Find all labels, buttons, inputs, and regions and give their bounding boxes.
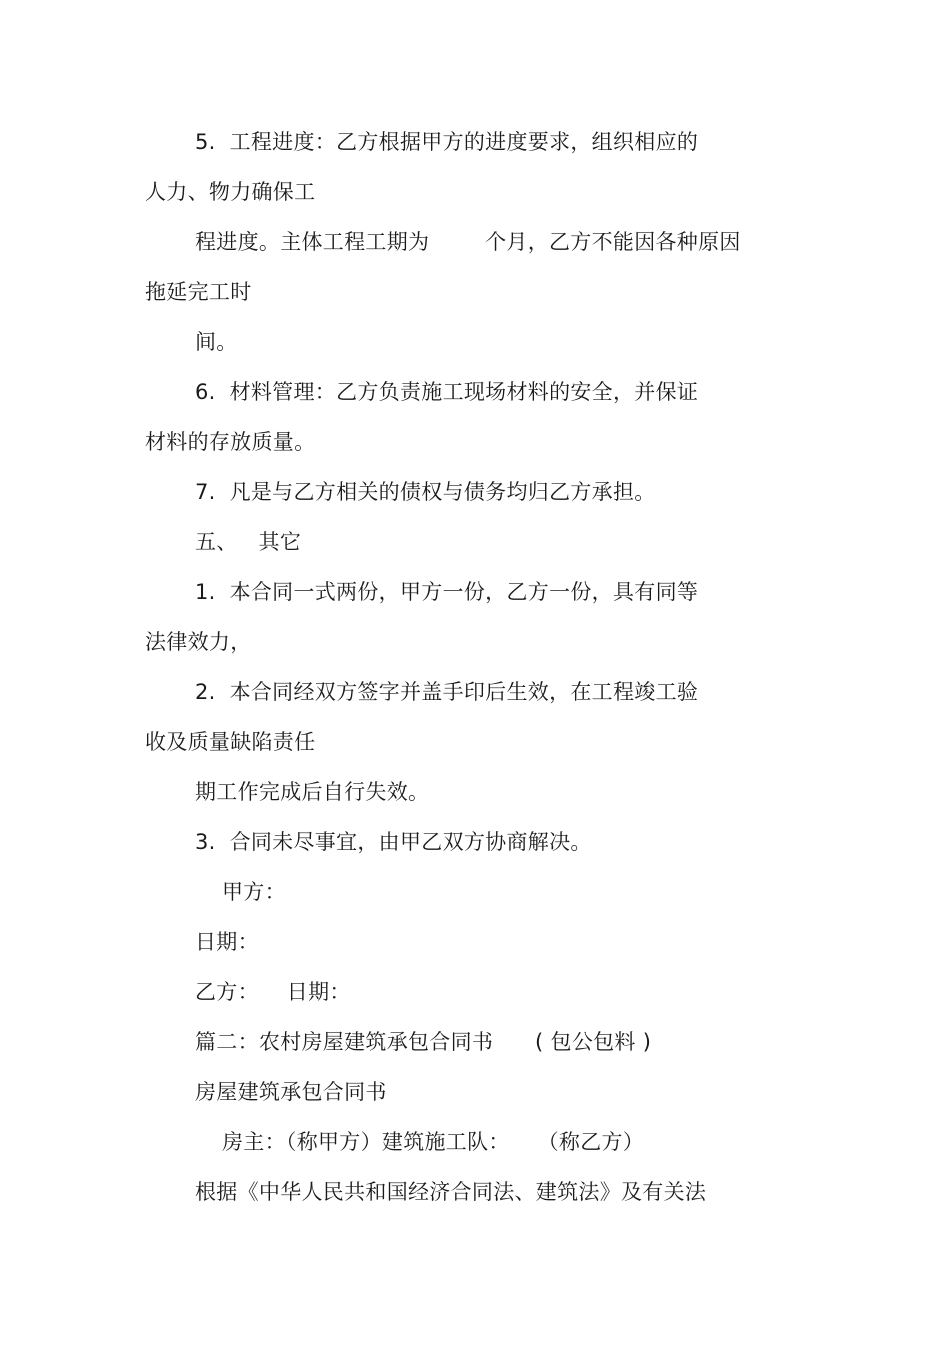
contract-title: 房屋建筑承包合同书 [195,1080,387,1104]
text-line: 7. 凡是与乙方相关的债权与债务均归乙方承担。 [195,480,656,504]
text-line: 材料的存放质量。 [145,430,316,454]
text-line: 法律效力， [145,630,252,654]
text-line: 期工作完成后自行失效。 [195,780,430,804]
chapter-title: 篇二：农村房屋建筑承包合同书 ( 包公包料 ) [195,1030,652,1054]
signature-party-b: 乙方： 日期： [195,980,351,1004]
parties-line: 房主：（称甲方）建筑施工队： （称乙方） [222,1130,645,1154]
text-line: 程进度。主体工程工期为 个月，乙方不能因各种原因 [195,230,741,254]
text-line: 收及质量缺陷责任 [145,730,316,754]
text-line: 5. 工程进度：乙方根据甲方的进度要求，组织相应的 [195,130,699,154]
text-line: 2. 本合同经双方签字并盖手印后生效，在工程竣工验 [195,680,699,704]
text-line: 1. 本合同一式两份，甲方一份，乙方一份，具有同等 [195,580,699,604]
section-heading: 五、 其它 [195,530,302,554]
text-line: 3. 合同未尽事宜，由甲乙双方协商解决。 [195,830,592,854]
text-line: 根据《中华人民共和国经济合同法、建筑法》及有关法 [195,1180,707,1204]
signature-date: 日期： [195,930,259,954]
signature-party-a: 甲方： [222,880,286,904]
text-line: 6. 材料管理：乙方负责施工现场材料的安全，并保证 [195,380,699,404]
text-line: 拖延完工时 [145,280,252,304]
text-line: 人力、物力确保工 [145,180,316,204]
text-line: 间。 [195,330,238,354]
